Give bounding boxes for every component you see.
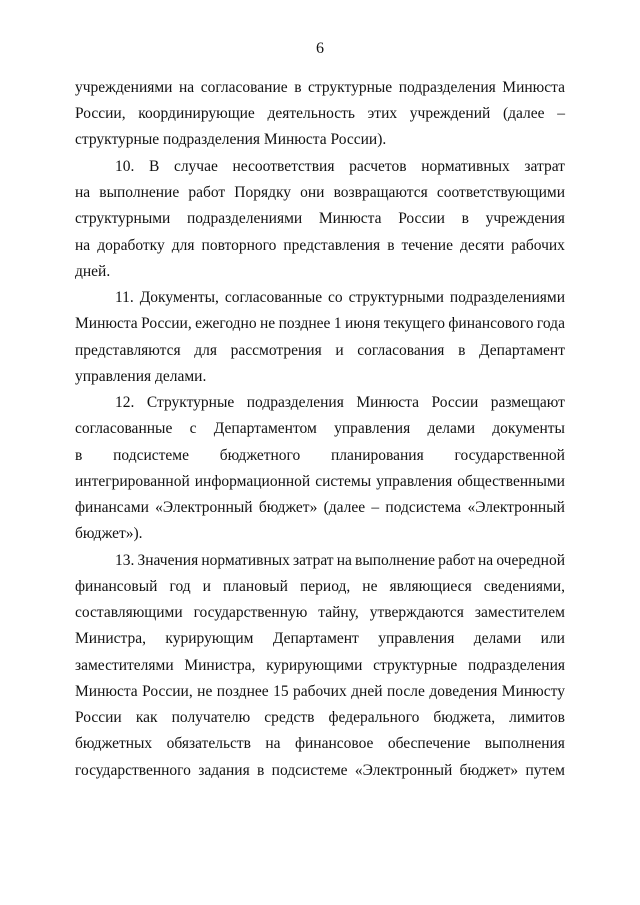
word: Департамент	[479, 342, 565, 359]
word: доработку	[97, 237, 165, 254]
word: подразделениями	[187, 210, 303, 227]
word: позднее	[216, 683, 269, 700]
word: финансовый	[75, 578, 158, 595]
word: средств	[264, 709, 315, 726]
word: затрат	[524, 158, 565, 175]
word: рабочих	[293, 683, 347, 700]
word: информационной	[194, 473, 311, 490]
word: этих	[367, 105, 398, 122]
word: на	[478, 552, 494, 569]
word: подсистеме	[113, 447, 189, 464]
text-line	[115, 393, 565, 413]
word: расчетов	[349, 158, 407, 175]
word: федерального	[328, 709, 420, 726]
text-line	[75, 78, 565, 98]
word: России,	[75, 105, 126, 122]
word: для	[171, 237, 195, 254]
word: координирующие	[138, 105, 255, 122]
word: задания	[198, 762, 250, 779]
text-line	[75, 236, 565, 256]
word: Минюста	[356, 394, 420, 411]
word: тайну,	[318, 604, 359, 621]
text-line	[115, 288, 565, 308]
word: бюджета,	[433, 709, 496, 726]
text-line	[75, 183, 565, 203]
text-line	[75, 682, 565, 702]
word: или	[540, 630, 565, 647]
word: управления делами.	[75, 368, 207, 385]
word: (далее	[502, 105, 545, 122]
word: плановый	[222, 578, 288, 595]
word: затрат	[293, 552, 334, 569]
word: учреждения	[485, 210, 565, 227]
text-line	[75, 734, 565, 754]
word: получателю	[171, 709, 251, 726]
word: –	[371, 499, 380, 516]
text-line	[75, 472, 565, 492]
word: бюджетного	[219, 447, 301, 464]
word: 12.	[115, 394, 135, 411]
word: –	[557, 105, 565, 122]
text-line	[75, 104, 565, 124]
word: составляющими	[75, 604, 183, 621]
word: подразделениями	[449, 289, 565, 306]
word: делами	[473, 630, 522, 647]
word: подсистема	[385, 499, 462, 516]
word: нормативных	[421, 158, 510, 175]
word: течение	[401, 237, 453, 254]
word: бюджет»	[258, 499, 318, 516]
text-line	[75, 262, 565, 282]
word: Порядку	[234, 184, 292, 201]
word: ежегодно	[195, 315, 257, 332]
word: государственную	[193, 604, 308, 621]
word: период,	[299, 578, 351, 595]
word: «Электронный	[354, 762, 453, 779]
word: они	[300, 184, 325, 201]
text-line	[75, 314, 565, 334]
word: июня	[344, 315, 381, 332]
word: очередной	[496, 552, 565, 569]
word: после	[386, 683, 425, 700]
word: документы	[492, 420, 565, 437]
word: случае	[173, 158, 218, 175]
text-line	[115, 551, 565, 571]
word: учреждениями	[75, 79, 173, 96]
word: Минюста	[75, 315, 138, 332]
word: планирования	[331, 447, 424, 464]
word: с	[189, 420, 197, 437]
word: выполнение	[99, 184, 180, 201]
word: на	[265, 735, 281, 752]
word: государственной	[454, 447, 565, 464]
word: Минюста	[318, 210, 382, 227]
word: подсистеме	[271, 762, 348, 779]
word: работ	[188, 184, 226, 201]
word: позднее	[278, 315, 331, 332]
word: обеспечение	[387, 735, 471, 752]
word: в	[458, 342, 466, 359]
text-line	[75, 446, 565, 466]
word: «Электронный	[467, 499, 565, 516]
word: курирующими	[266, 657, 363, 674]
text-line	[75, 656, 565, 676]
word: структурные подразделения Минюста России).	[75, 131, 387, 148]
word: на	[75, 237, 91, 254]
word: деятельность	[267, 105, 355, 122]
word: подразделения	[467, 657, 565, 674]
word: «Электронный	[155, 499, 253, 516]
word: России,	[142, 683, 193, 700]
word: доведения	[429, 683, 498, 700]
word: сведениями,	[483, 578, 565, 595]
word: лимитов	[509, 709, 565, 726]
word: для	[194, 342, 218, 359]
word: Минюста	[502, 79, 565, 96]
word: делами	[427, 420, 475, 437]
word: со	[328, 289, 343, 306]
word: года	[536, 315, 565, 332]
text-line	[75, 130, 565, 150]
text-line	[115, 157, 565, 177]
word: и	[335, 342, 344, 359]
word: Документы,	[139, 289, 219, 306]
word: год	[169, 578, 191, 595]
word: согласование	[200, 79, 288, 96]
word: В	[148, 158, 160, 175]
word: управления	[378, 630, 455, 647]
word: согласования	[357, 342, 445, 359]
word: дней	[351, 683, 383, 700]
word: повторного	[201, 237, 277, 254]
word: выполнения	[484, 735, 565, 752]
text-line	[75, 498, 565, 518]
word: курирующим	[165, 630, 254, 647]
word: в	[294, 79, 302, 96]
word: управления	[334, 420, 411, 437]
word: представляются	[75, 342, 181, 359]
word: подразделения	[246, 394, 344, 411]
word: выполнение	[355, 552, 435, 569]
word: путем	[525, 762, 565, 779]
word: соответствующими	[436, 184, 565, 201]
word: 11.	[115, 289, 134, 306]
text-line	[75, 761, 565, 781]
word: структурные	[373, 657, 458, 674]
word: бюджетных	[75, 735, 153, 752]
text-line	[75, 524, 565, 544]
word: несоответствия	[232, 158, 335, 175]
word: России,	[141, 315, 192, 332]
word: в	[75, 447, 83, 464]
text-line	[75, 708, 565, 728]
word: Министра,	[184, 657, 256, 674]
word: финансовое	[294, 735, 374, 752]
word: дней.	[75, 263, 111, 280]
word: интегрированной	[75, 473, 190, 490]
word: общественными	[457, 473, 565, 490]
word: заместителем	[474, 604, 565, 621]
text-line	[75, 419, 565, 439]
word: не	[260, 315, 276, 332]
word: учреждений	[409, 105, 491, 122]
word: 10.	[115, 158, 135, 175]
word: в	[387, 237, 395, 254]
word: государственного	[75, 762, 191, 779]
text-line	[75, 209, 565, 229]
word: текущего	[383, 315, 445, 332]
word: на	[179, 79, 195, 96]
word: возвращаются	[333, 184, 428, 201]
word: структурные	[308, 79, 393, 96]
word: Структурные	[146, 394, 235, 411]
word: не	[362, 578, 378, 595]
word: согласованные	[75, 420, 173, 437]
word: 1	[333, 315, 342, 332]
word: (далее	[323, 499, 366, 516]
word: являющиеся	[389, 578, 472, 595]
text-line	[75, 629, 565, 649]
word: Значения	[137, 552, 199, 569]
word: в	[461, 210, 469, 227]
word: бюджет»).	[75, 525, 143, 542]
text-line	[75, 603, 565, 623]
word: Минюста	[75, 683, 138, 700]
word: заместителями	[75, 657, 174, 674]
word: Департаментом	[213, 420, 317, 437]
text-line	[75, 577, 565, 597]
word: структурными	[75, 210, 171, 227]
word: России	[398, 210, 445, 227]
word: бюджет»	[459, 762, 519, 779]
word: рабочих	[511, 237, 565, 254]
word: 13.	[115, 552, 135, 569]
text-line	[75, 367, 565, 387]
word: в	[257, 762, 265, 779]
word: Минюсту	[501, 683, 565, 700]
word: десяти	[459, 237, 505, 254]
word: и	[202, 578, 211, 595]
word: рассмотрения	[230, 342, 322, 359]
word: работ	[438, 552, 475, 569]
word: нормативных	[201, 552, 290, 569]
text-line	[75, 341, 565, 361]
word: не	[197, 683, 213, 700]
word: согласованные	[224, 289, 323, 306]
word: размещают	[490, 394, 565, 411]
word: подразделения	[398, 79, 496, 96]
page-number: 6	[316, 40, 324, 57]
word: обязательств	[166, 735, 251, 752]
word: на	[75, 184, 91, 201]
word: системы	[315, 473, 372, 490]
word: финансами	[75, 499, 149, 516]
word: Министра,	[75, 630, 147, 647]
word: России	[75, 709, 122, 726]
word: на	[336, 552, 352, 569]
word: России	[431, 394, 479, 411]
word: 15	[273, 683, 289, 700]
word: управления	[376, 473, 453, 490]
word: финансового	[448, 315, 534, 332]
word: как	[135, 709, 158, 726]
word: представления	[283, 237, 381, 254]
word: утверждаются	[369, 604, 464, 621]
word: структурными	[348, 289, 444, 306]
word: Департамент	[272, 630, 359, 647]
